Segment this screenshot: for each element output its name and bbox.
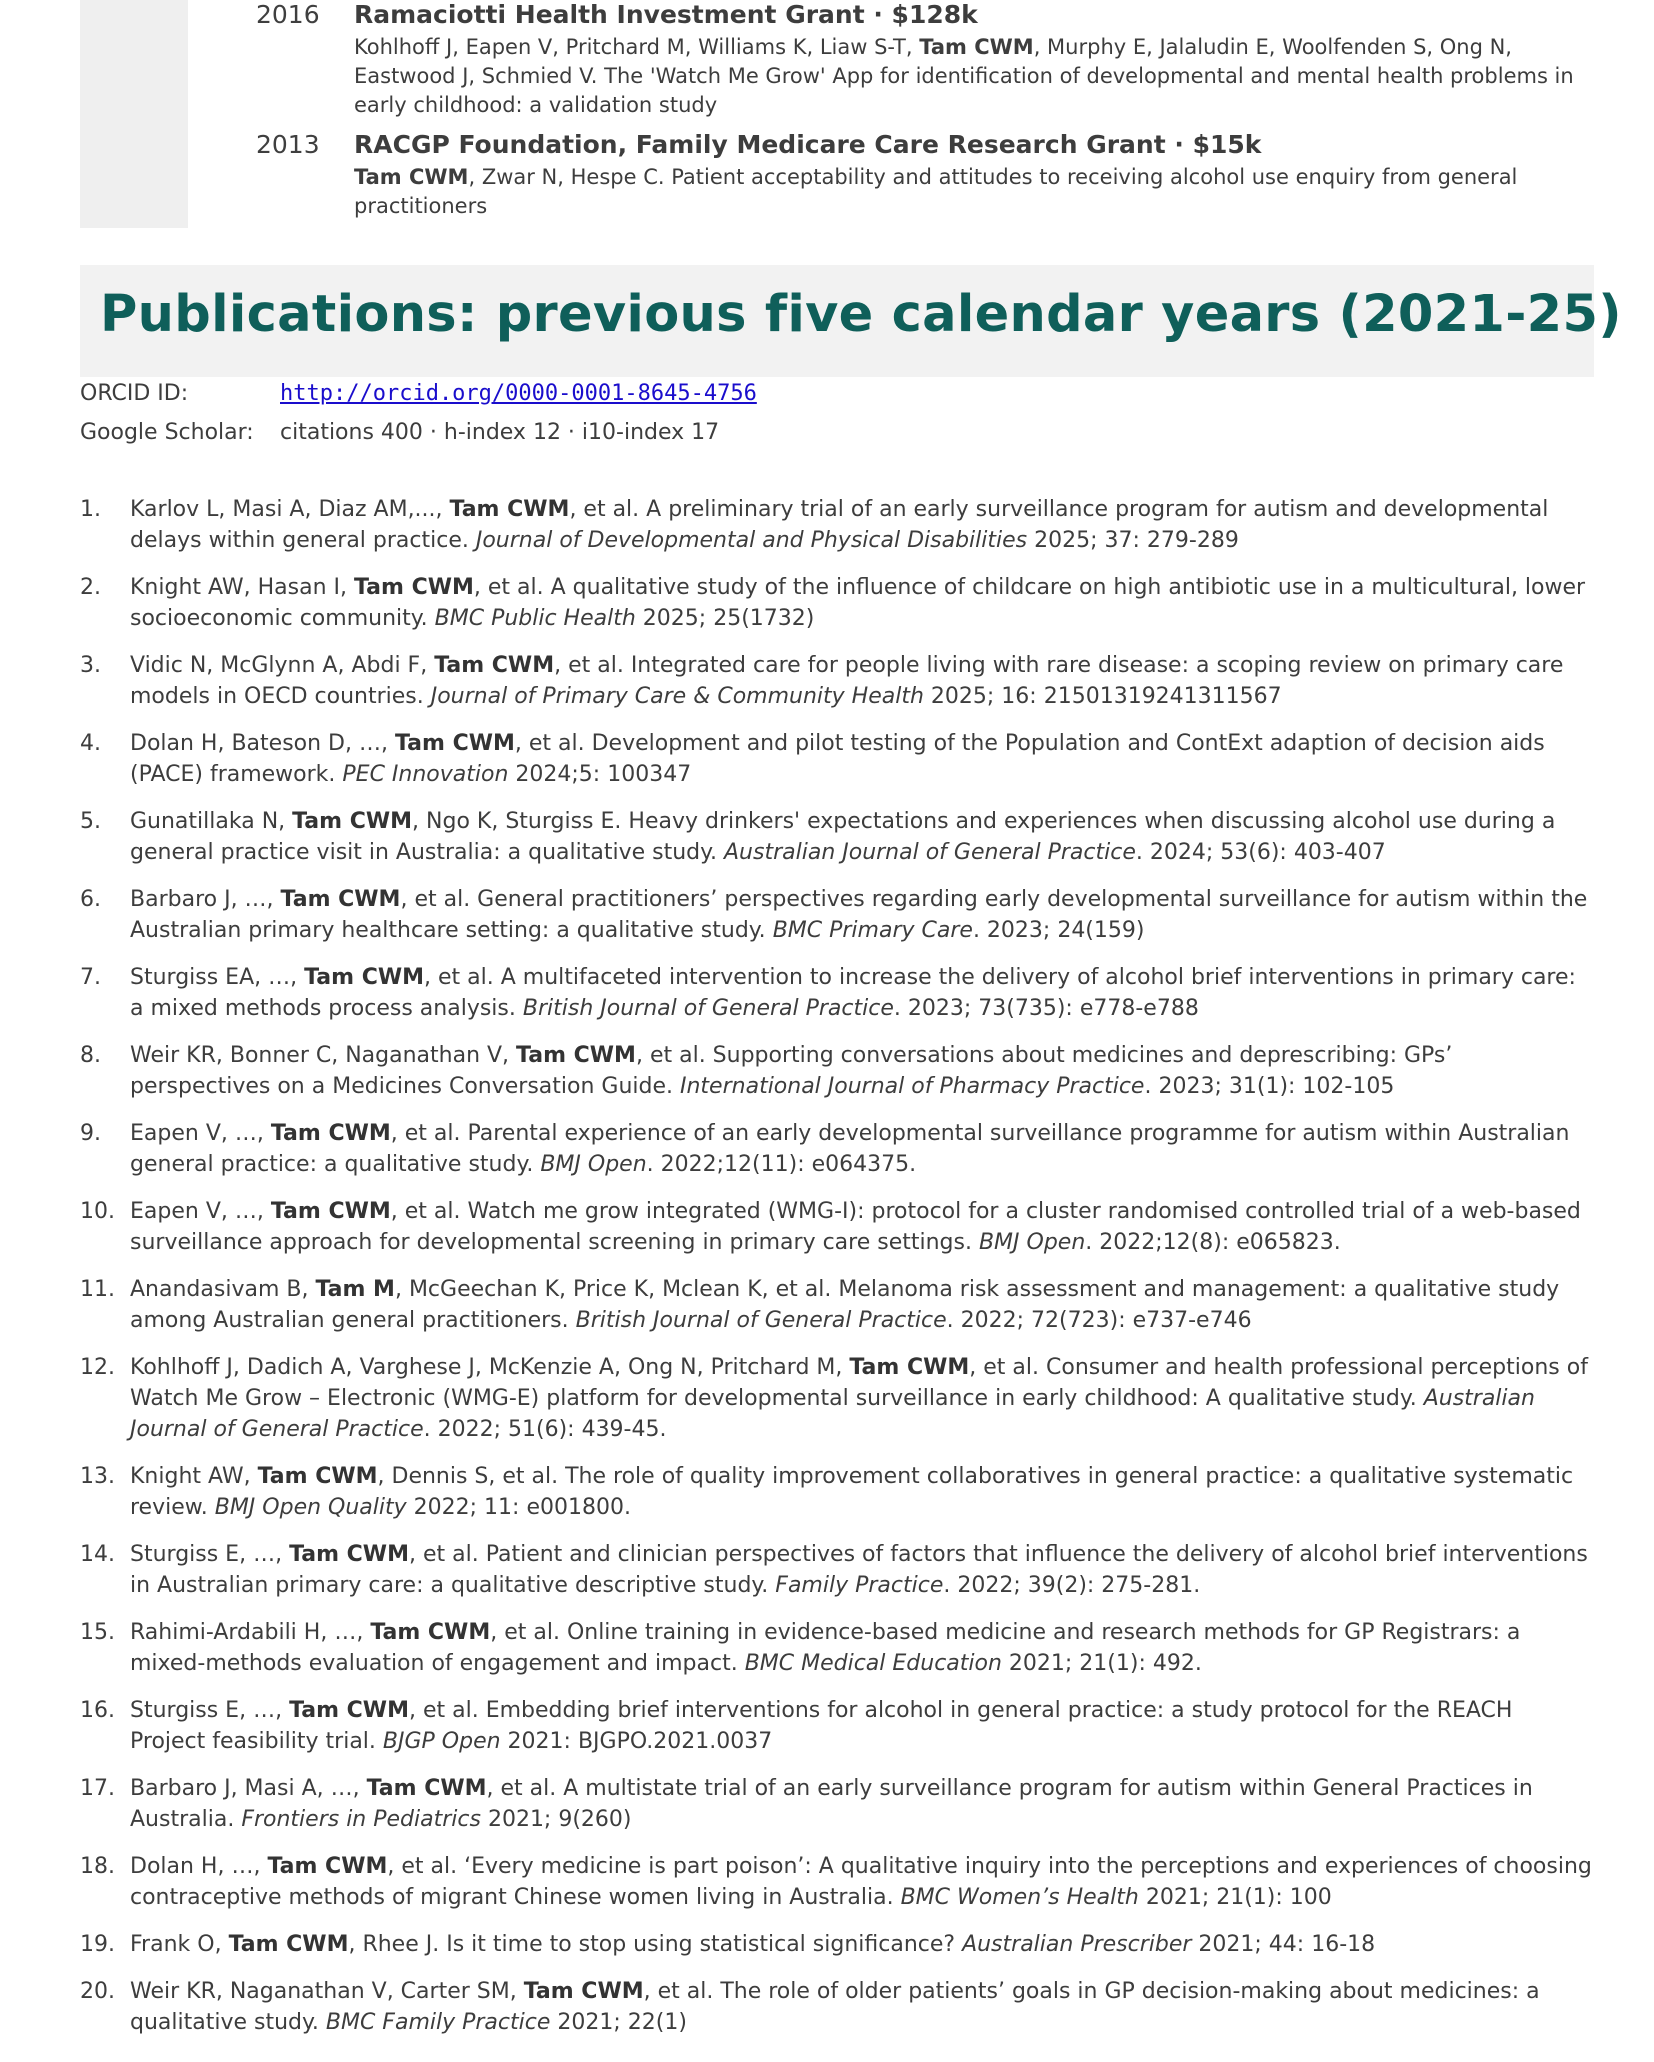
publication-title: , Rhee J. Is it time to stop using statistical significance? <box>348 1932 963 1957</box>
publication-authors: Anandasivam B, <box>130 1277 316 1302</box>
grant-year: 2013 <box>256 130 320 159</box>
publication-authors: Dolan H, Bateson D, …, <box>130 731 395 756</box>
highlighted-author: Tam CWM <box>257 1464 378 1489</box>
publication-journal: BMC Family Practice <box>325 2010 551 2035</box>
publication-authors: Weir KR, Naganathan V, Carter SM, <box>130 1979 524 2004</box>
publication-title: , et al. Watch me grow integrated (WMG-I): protocol for a cluster randomised controlled trial of a web-based surveillance approach for developmental screening in primary care settings. <box>130 1199 1581 1255</box>
publication-title: , et al. Consumer and health professional perceptions of Watch Me Grow – Electronic (WMG-E) platform for developmental surveillance in early childhood: A qualitative study. <box>130 1355 1588 1411</box>
publication-item <box>80 1118 1594 1180</box>
grant-title: RACGP Foundation, Family Medicare Care Research Grant · $15k <box>354 130 1262 159</box>
publication-title: , et al. A qualitative study of the influence of childcare on high antibiotic use in a multicultural, lower socioeconomic community. <box>130 575 1586 631</box>
publication-journal: BMC Public Health <box>434 606 636 631</box>
section-title: Publications: previous five calendar years (2021-25) <box>100 285 1622 344</box>
highlighted-author: Tam CWM <box>449 497 570 522</box>
highlighted-author: Tam CWM <box>292 809 413 834</box>
publication-citation: . 2022; 72(723): e737-e746 <box>946 1308 1252 1333</box>
publication-number: 1. <box>80 497 101 522</box>
highlighted-author: Tam CWM <box>270 1199 391 1224</box>
publication-item <box>80 1929 1594 1960</box>
publication-title: , et al. General practitioners’ perspectives regarding early developmental surveillance for autism within the Australian primary healthcare setting: a qualitative study. <box>130 887 1588 943</box>
publication-number: 7. <box>80 965 101 990</box>
highlighted-author: Tam CWM <box>366 1776 487 1801</box>
highlighted-author: Tam M <box>315 1277 395 1302</box>
publication-item <box>80 1352 1594 1445</box>
publication-authors: Sturgiss EA, …, <box>130 965 305 990</box>
publication-item <box>80 1196 1594 1258</box>
publication-journal: Australian Prescriber <box>962 1932 1192 1957</box>
publication-authors: Weir KR, Bonner C, Naganathan V, <box>130 1043 517 1068</box>
publication-item <box>80 962 1594 1024</box>
publication-number: 5. <box>80 809 101 834</box>
grant-year: 2016 <box>256 0 320 29</box>
publication-item <box>80 572 1594 634</box>
publication-item <box>80 1040 1594 1102</box>
publication-citation: 2021: BJGPO.2021.0037 <box>500 1729 773 1754</box>
orcid-link[interactable]: http://orcid.org/0000-0001-8645-4756 <box>280 381 757 406</box>
publication-number: 17. <box>80 1776 115 1801</box>
publication-citation: . 2023; 24(159) <box>972 918 1145 943</box>
publication-citation: . 2024; 53(6): 403-407 <box>1135 840 1386 865</box>
publication-item <box>80 1539 1594 1601</box>
publication-journal: BMC Women’s Health <box>900 1885 1139 1910</box>
highlighted-author: Tam CWM <box>289 1542 409 1567</box>
publication-authors: Frank O, <box>130 1932 229 1957</box>
highlighted-author: Tam CWM <box>370 1620 491 1645</box>
publication-journal: BMJ Open <box>978 1230 1086 1255</box>
publication-journal: International Journal of Pharmacy Practice <box>680 1074 1145 1099</box>
publication-title: , et al. A multifaceted intervention to increase the delivery of alcohol brief interventions in primary care: a mixed methods process analysis. <box>130 965 1576 1021</box>
publication-item <box>80 806 1594 868</box>
publication-number: 15. <box>80 1620 115 1645</box>
publication-authors: Karlov L, Masi A, Diaz AM,..., <box>130 497 450 522</box>
publication-number: 11. <box>80 1277 115 1302</box>
publication-title: , et al. Development and pilot testing of the Population and ContExt adaption of decision aids (PACE) framework. <box>130 731 1545 787</box>
publication-number: 13. <box>80 1464 115 1489</box>
publication-authors: Knight AW, Hasan I, <box>130 575 354 600</box>
highlighted-author: Tam CWM <box>304 965 425 990</box>
publication-authors: Sturgiss E, …, <box>130 1698 290 1723</box>
publication-journal: British Journal of General Practice <box>522 996 894 1021</box>
sidebar-strip <box>80 0 188 228</box>
section-header <box>80 265 1622 377</box>
publication-journal: Journal of Developmental and Physical Disabilities <box>475 528 1028 553</box>
publication-citation: 2021; 21(1): 100 <box>1138 1885 1332 1910</box>
highlighted-author: Tam CWM <box>228 1932 349 1957</box>
publication-authors: Knight AW, <box>130 1464 258 1489</box>
publication-item <box>80 1976 1594 2038</box>
publication-authors: Rahimi-Ardabili H, …, <box>130 1620 371 1645</box>
highlighted-author: Tam CWM <box>849 1355 970 1380</box>
publication-item <box>80 728 1594 790</box>
publication-journal: BMJ Open Quality <box>214 1495 407 1520</box>
publication-citation: 2024;5: 100347 <box>508 762 692 787</box>
publication-citation: 2021; 44: 16-18 <box>1191 1932 1376 1957</box>
grant-project: , Murphy E, Jalaludin E, Woolfenden S, Ong N, Eastwood J, Schmied V. The 'Watch Me Grow' App for identification of developmental and mental health problems in early childhood: a validation study <box>354 35 1574 117</box>
publication-journal: BJGP Open <box>382 1729 501 1754</box>
publication-title: , et al. Supporting conversations about medicines and deprescribing: GPs’ perspectives on a Medicines Conversation Guide. <box>130 1043 1453 1099</box>
publication-item <box>80 1461 1594 1523</box>
publication-item <box>80 1851 1594 1913</box>
publication-citation: . 2022; 51(6): 439-45. <box>423 1417 667 1442</box>
publication-citation: 2021; 9(260) <box>480 1807 632 1832</box>
highlighted-author: Tam CWM <box>394 731 515 756</box>
publication-item <box>80 1617 1594 1679</box>
orcid-label: ORCID ID: <box>80 381 189 406</box>
publication-number: 12. <box>80 1355 115 1380</box>
publication-number: 6. <box>80 887 101 912</box>
scholar-label: Google Scholar: <box>80 420 254 445</box>
publication-title: , et al. ‘Every medicine is part poison’: A qualitative inquiry into the perceptions and experiences of choosing contraceptive methods of migrant Chinese women living in Australia. <box>130 1854 1592 1910</box>
scholar-row <box>80 420 719 445</box>
highlighted-author: Tam CWM <box>280 887 401 912</box>
publication-title: , et al. Online training in evidence-based medicine and research methods for GP Registrars: a mixed-methods evaluation of engagement and impact. <box>130 1620 1521 1676</box>
publication-journal: British Journal of General Practice <box>575 1308 947 1333</box>
orcid-row <box>80 381 757 406</box>
publication-title: , Ngo K, Sturgiss E. Heavy drinkers' expectations and experiences when discussing alcohol use during a general practice visit in Australia: a qualitative study. <box>130 809 1556 865</box>
publication-number: 9. <box>80 1121 101 1146</box>
publication-item <box>80 1274 1594 1336</box>
publication-number: 10. <box>80 1199 115 1224</box>
publication-citation: . 2022; 39(2): 275-281. <box>943 1573 1201 1598</box>
publication-number: 20. <box>80 1979 115 2004</box>
publication-authors: Eapen V, …, <box>130 1199 271 1224</box>
publication-citation: 2021; 21(1): 492. <box>1001 1651 1202 1676</box>
highlighted-author: Tam CWM <box>267 1854 388 1879</box>
publication-citation: 2025; 16: 21501319241311567 <box>923 684 1282 709</box>
publication-citation: . 2022;12(11): e064375. <box>646 1152 917 1177</box>
publication-item <box>80 1695 1594 1757</box>
highlighted-author: Tam CWM <box>919 35 1034 59</box>
scholar-metrics: citations 400 · h-index 12 · i10-index 17 <box>280 420 720 445</box>
publication-title: , et al. Parental experience of an early developmental surveillance programme for autism within Australian general practice: a qualitative study. <box>130 1121 1570 1177</box>
publication-journal: PEC Innovation <box>342 762 509 787</box>
publication-journal: Australian Journal of General Practice <box>724 840 1136 865</box>
grant-project: , Zwar N, Hespe C. Patient acceptability and attitudes to receiving alcohol use enquiry from general practitioners <box>354 165 1518 218</box>
publication-citation: . 2023; 73(735): e778-e788 <box>893 996 1199 1021</box>
publication-journal: Australian Journal of General Practice <box>130 1386 1535 1442</box>
publication-authors: Dolan H, …, <box>130 1854 268 1879</box>
grant-description <box>354 33 1584 120</box>
publication-citation: 2025; 25(1732) <box>635 606 815 631</box>
highlighted-author: Tam CWM <box>353 575 474 600</box>
publication-title: , et al. Embedding brief interventions for alcohol in general practice: a study protocol for the REACH Project feasibility trial. <box>130 1698 1513 1754</box>
publication-citation: 2022; 11: e001800. <box>406 1495 631 1520</box>
publication-title: , et al. Patient and clinician perspectives of factors that influence the delivery of alcohol brief interventions in Australian primary care: a qualitative descriptive study. <box>130 1542 1588 1598</box>
publication-number: 19. <box>80 1932 115 1957</box>
grant-authors: Kohlhoff J, Eapen V, Pritchard M, Williams K, Liaw S-T, <box>354 35 920 59</box>
publication-journal: Family Practice <box>775 1573 944 1598</box>
publication-authors: Gunatillaka N, <box>130 809 293 834</box>
grant-description <box>354 163 1584 221</box>
publication-citation: . 2022;12(8): e065823. <box>1085 1230 1341 1255</box>
highlighted-author: Tam CWM <box>516 1043 636 1068</box>
publication-citation: 2021; 22(1) <box>550 2010 687 2035</box>
highlighted-author: Tam CWM <box>270 1121 391 1146</box>
publication-journal: BMC Medical Education <box>744 1651 1002 1676</box>
publication-journal: BMC Primary Care <box>772 918 973 943</box>
highlighted-author: Tam CWM <box>523 1979 644 2004</box>
publication-item <box>80 494 1594 556</box>
publication-number: 4. <box>80 731 101 756</box>
publication-item <box>80 650 1594 712</box>
highlighted-author: Tam CWM <box>289 1698 409 1723</box>
publication-journal: BMJ Open <box>540 1152 647 1177</box>
publication-number: 18. <box>80 1854 115 1879</box>
publication-title: , et al. The role of older patients’ goals in GP decision-making about medicines: a qualitative study. <box>130 1979 1540 2035</box>
publication-item <box>80 884 1594 946</box>
publication-title: , et al. Integrated care for people living with rare disease: a scoping review on primary care models in OECD countries. <box>130 653 1564 709</box>
highlighted-author: Tam CWM <box>354 165 469 189</box>
publication-number: 8. <box>80 1043 101 1068</box>
publication-number: 2. <box>80 575 101 600</box>
publication-authors: Kohlhoff J, Dadich A, Varghese J, McKenzie A, Ong N, Pritchard M, <box>130 1355 850 1380</box>
publication-number: 3. <box>80 653 101 678</box>
publication-number: 16. <box>80 1698 115 1723</box>
publication-authors: Vidic N, McGlynn A, Abdi F, <box>130 653 435 678</box>
publication-title: , McGeechan K, Price K, Mclean K, et al. Melanoma risk assessment and management: a qualitative study among Australian general practitioners. <box>130 1277 1560 1333</box>
publication-number: 14. <box>80 1542 115 1567</box>
publication-item <box>80 1773 1594 1835</box>
publication-authors: Sturgiss E, …, <box>130 1542 290 1567</box>
publication-journal: Journal of Primary Care & Community Health <box>430 684 924 709</box>
publication-title: , et al. A preliminary trial of an early surveillance program for autism and developmental delays within general practice. <box>130 497 1549 553</box>
publication-title: , Dennis S, et al. The role of quality improvement collaboratives in general practice: a qualitative systematic review. <box>130 1464 1574 1520</box>
publication-authors: Barbaro J, Masi A, …, <box>130 1776 367 1801</box>
grant-title: Ramaciotti Health Investment Grant · $128k <box>354 0 978 29</box>
highlighted-author: Tam CWM <box>434 653 555 678</box>
publication-citation: . 2023; 31(1): 102-105 <box>1144 1074 1395 1099</box>
publication-journal: Frontiers in Pediatrics <box>241 1807 481 1832</box>
publication-authors: Barbaro J, …, <box>130 887 281 912</box>
publication-title: , et al. A multistate trial of an early surveillance program for autism within General Practices in Australia. <box>130 1776 1533 1832</box>
publication-list <box>80 494 1594 2054</box>
publication-citation: 2025; 37: 279-289 <box>1027 528 1239 553</box>
publication-authors: Eapen V, …, <box>130 1121 271 1146</box>
